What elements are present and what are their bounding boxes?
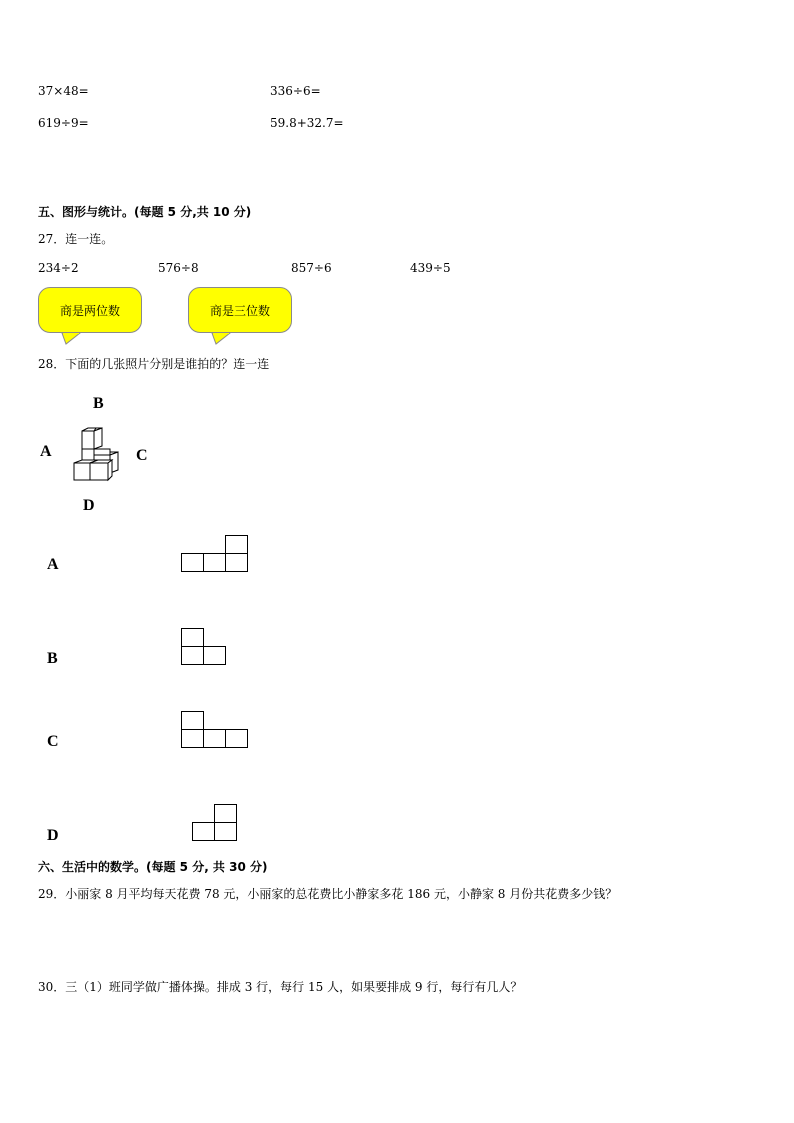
calc-item: 619÷9= [38, 116, 89, 130]
photo-view-d [192, 804, 242, 844]
calc-item: 59.8+32.7= [270, 116, 344, 130]
observer-label-a: A [40, 443, 52, 460]
question-30: 30．三（1）班同学做广播体操。排成 3 行，每行 15 人，如果要排成 9 行，每行有几人？ [38, 980, 523, 994]
answer-bubble [188, 287, 292, 333]
photo-label-d: D [47, 827, 59, 844]
bubble-label: 商是两位数 [59, 303, 120, 318]
bubble-tail [212, 333, 232, 345]
question-29: 29．小丽家 8 月平均每天花费 78 元，小丽家的总花费比小静家多花 186 元，小静家 8 月份共花费多少钱？ [38, 887, 618, 901]
observer-label-b: B [93, 395, 104, 412]
observer-label-c: C [136, 447, 148, 464]
cube-stack-figure [72, 428, 122, 482]
bubble-label: 商是三位数 [209, 303, 270, 318]
answer-bubble [38, 287, 142, 333]
bubble-tail [62, 333, 82, 345]
calc-item: 37×48= [38, 84, 89, 98]
expression: 439÷5 [410, 261, 451, 275]
photo-view-b [181, 628, 229, 666]
photo-view-a [181, 535, 251, 573]
question-28: 28．下面的几张照片分别是谁拍的？连一连 [38, 357, 270, 371]
expression: 857÷6 [291, 261, 332, 275]
question-27: 27．连一连。 [38, 232, 114, 246]
photo-label-a: A [47, 556, 59, 573]
section-title: 五、图形与统计。(每题 5 分,共 10 分) [38, 205, 252, 219]
section-title: 六、生活中的数学。(每题 5 分, 共 30 分) [38, 860, 268, 874]
calc-item: 336÷6= [270, 84, 321, 98]
expression: 576÷8 [158, 261, 199, 275]
photo-view-c [181, 711, 253, 749]
expression: 234÷2 [38, 261, 79, 275]
photo-label-b: B [47, 650, 58, 667]
observer-label-d: D [83, 497, 95, 514]
photo-label-c: C [47, 733, 59, 750]
